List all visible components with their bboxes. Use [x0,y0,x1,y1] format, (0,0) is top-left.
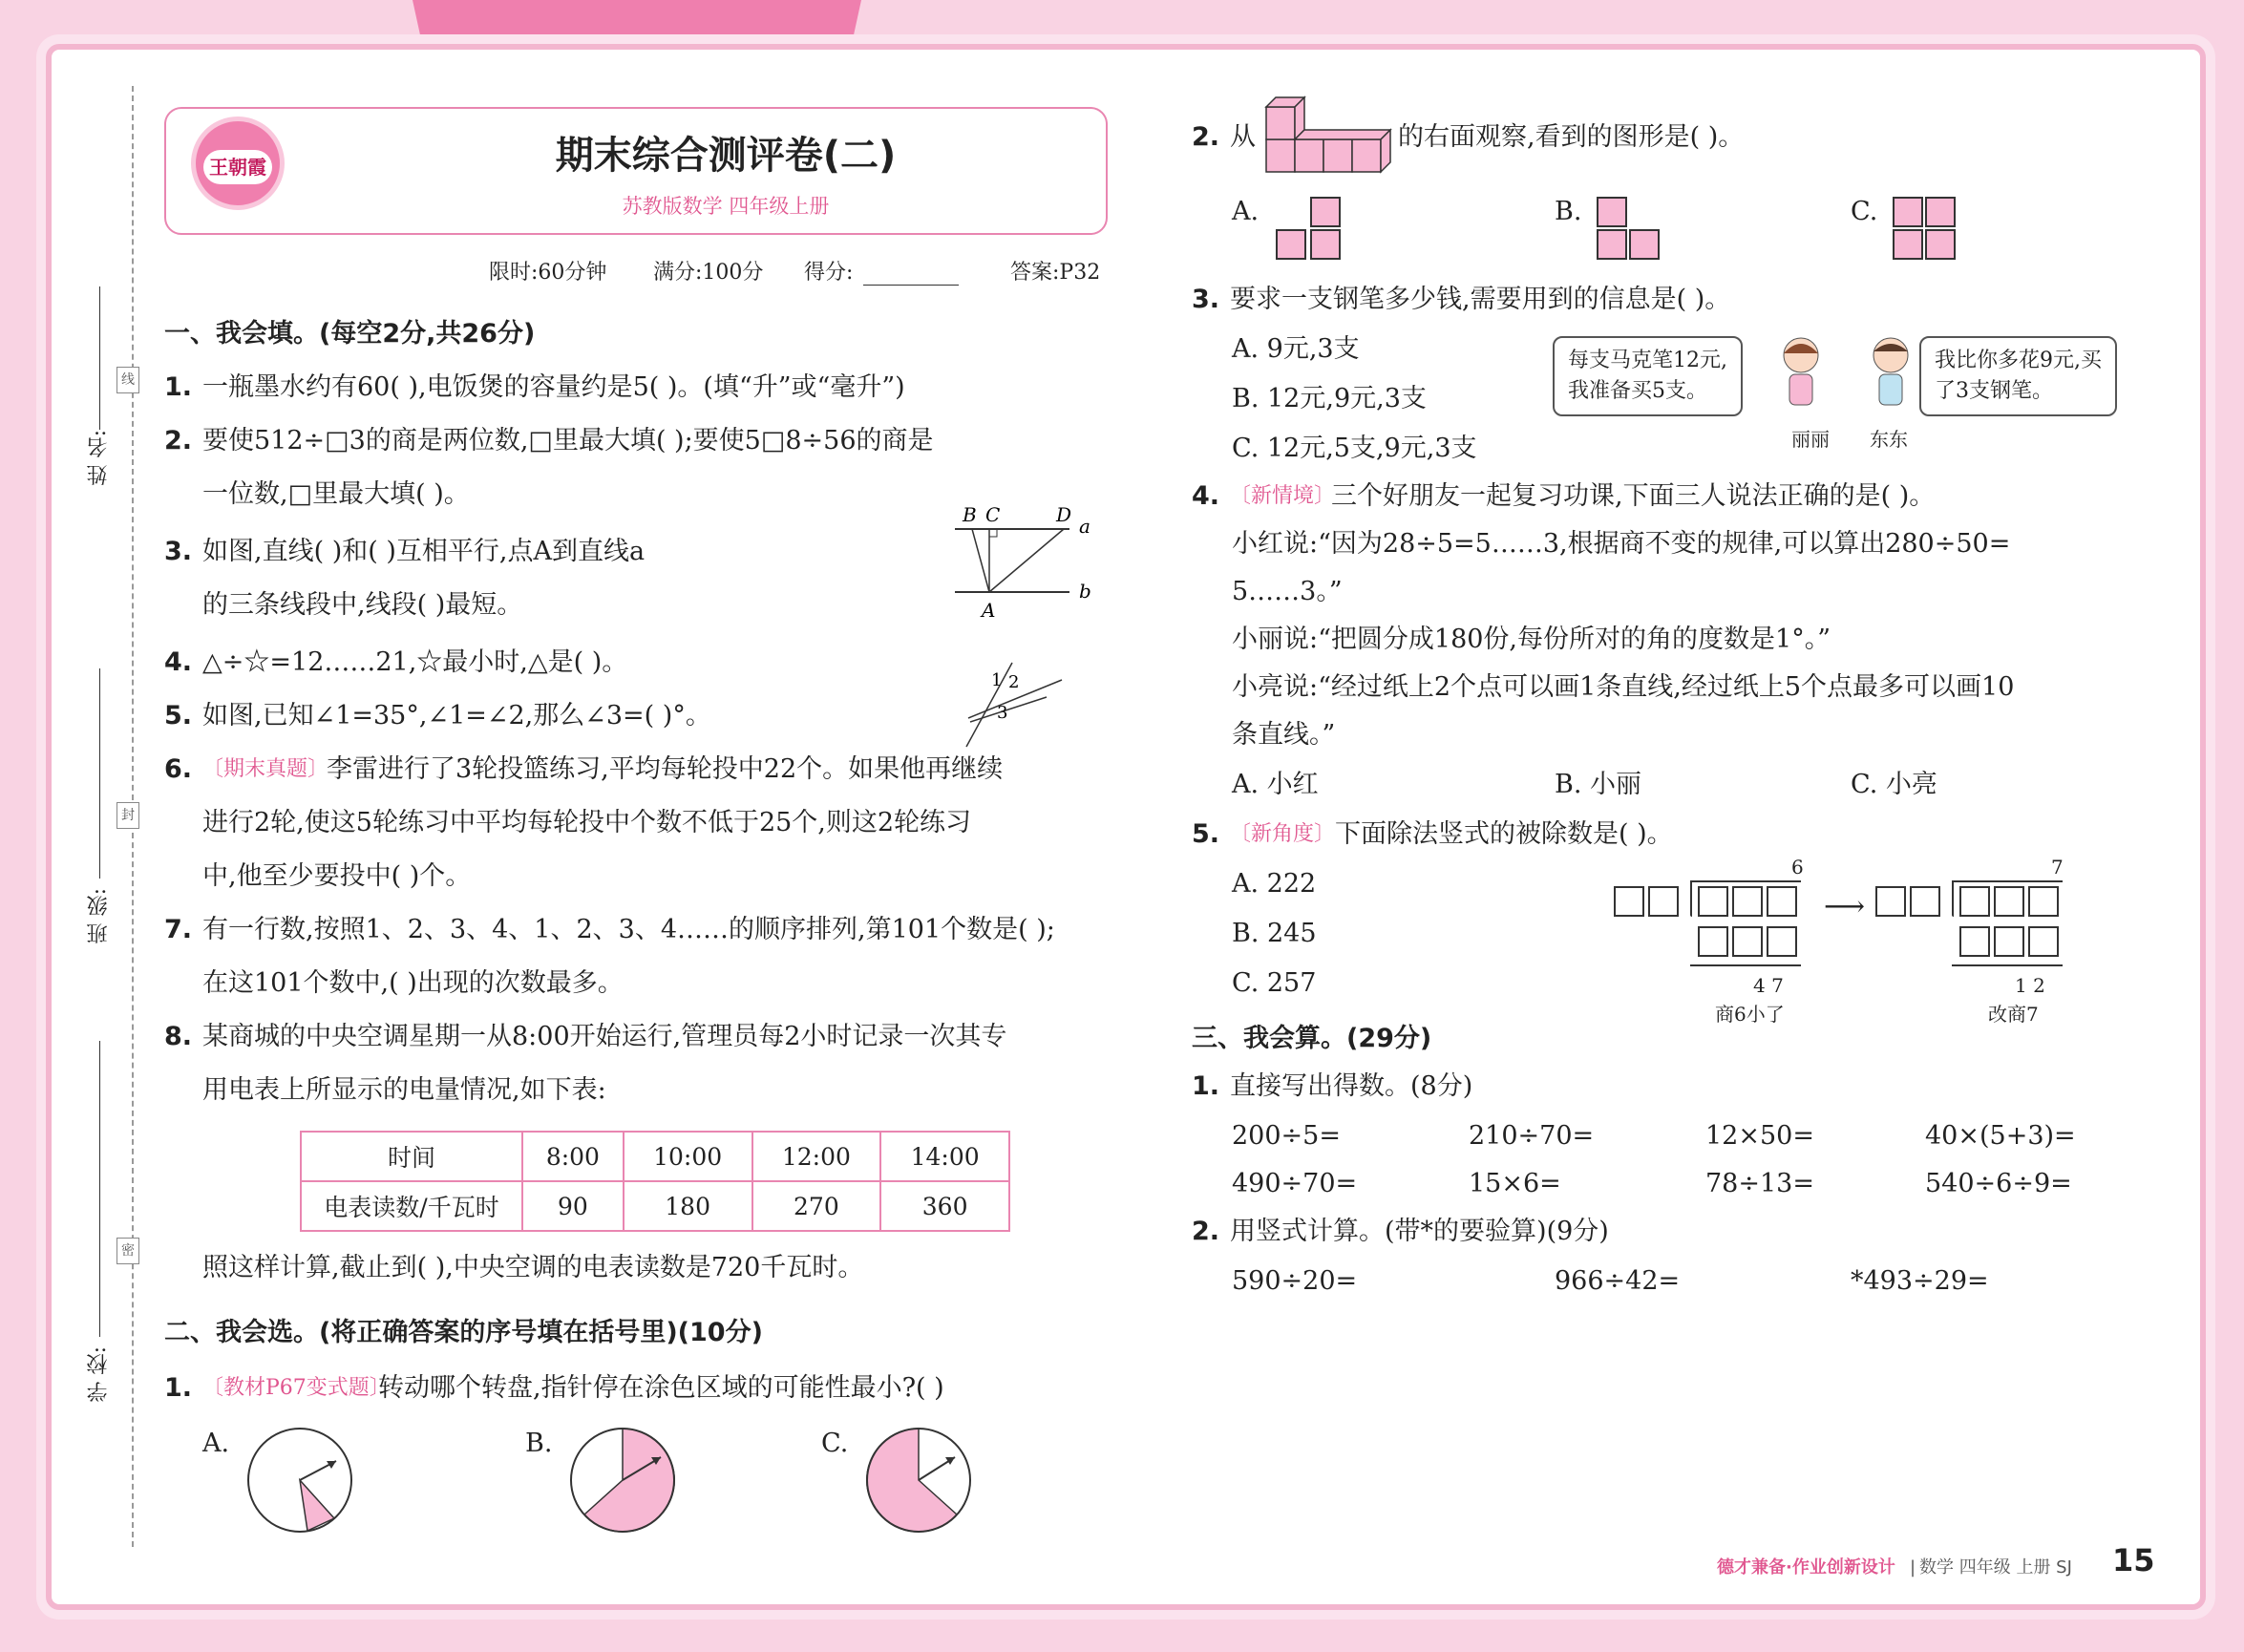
option-c: C. [1851,197,1878,226]
table-cell: 12:00 [752,1132,881,1181]
view-b-square [1597,197,1627,227]
question-1-7a: 有一行数,按照1、2、3、4、1、2、3、4……的顺序排列,第101个数是( ); [202,915,1055,944]
table-cell: 270 [752,1181,881,1231]
name-field[interactable] [99,286,100,430]
division-bar [1690,880,1801,882]
quotient: 7 [2051,856,2064,879]
q4-option-c: C. 小亮 [1851,770,1937,799]
digit-box [1698,926,1728,957]
table-cell: 电表读数/千瓦时 [301,1181,522,1231]
footer-info: 数学 四年级 上册 SJ [1919,1557,2072,1578]
meter-table [300,1131,1010,1232]
q-num: 4. [164,647,193,677]
boy-figure [1858,334,1925,420]
digit-box [1732,886,1763,917]
label-C: C [985,503,1001,526]
q-num: 1. [164,372,193,402]
question-1-3b: 的三条线段中,线段( )最短。 [202,590,523,620]
view-c-square [1893,197,1923,227]
calc-item: 490÷70= [1232,1169,1358,1198]
label-B: B [963,503,977,526]
view-b-square [1629,229,1660,260]
calc-item: 40×(5+3)= [1925,1121,2076,1151]
speech-bubble-lili [1553,336,1743,416]
table-row [301,1132,1009,1181]
question-1-2b: 一位数,□里最大填( )。 [202,479,470,509]
question-2-4: 三个好朋友一起复习功课,下面三人说法正确的是( )。 [1331,481,1936,511]
q5-option-a: A. 222 [1232,869,1317,899]
name-dongdong: 东东 [1870,428,1908,451]
q4-line: 小丽说:“把圆分成180份,每份所对的角的度数是1°。” [1232,625,1831,654]
question-1-8c: 照这样计算,截止到( ),中央空调的电表读数是720千瓦时。 [202,1253,864,1282]
vertical-calc-item: 590÷20= [1232,1266,1358,1296]
view-c-square [1925,229,1956,260]
q-num: 5. [164,701,193,731]
label-D: D [1056,503,1072,526]
full-score: 满分:100分 [653,261,764,285]
angle-figure [955,659,1069,754]
note: 改商7 [1988,1003,2039,1026]
quotient: 6 [1791,856,1804,879]
footer-series: 德才兼备·作业创新设计 [1717,1557,1895,1578]
q-num: 8. [164,1022,193,1051]
view-a-square [1310,197,1341,227]
digit-box [2028,926,2059,957]
q3-option-b: B. 12元,9元,3支 [1232,384,1427,413]
q-num: 3. [164,537,193,566]
option-c: C. [821,1429,849,1458]
question-1-8a: 某商城的中央空调星期一从8:00开始运行,管理员每2小时记录一次其专 [202,1022,1007,1051]
q3-option-a: A. 9元,3支 [1232,334,1360,364]
q-num: 1. [1192,1071,1220,1101]
digit-box [1648,886,1679,917]
answer-ref: 答案:P32 [1010,261,1101,285]
label-A: A [982,599,996,622]
question-2-2a: 从 [1230,122,1256,152]
label-a: a [1079,515,1090,538]
q-num: 2. [1192,1217,1220,1246]
question-2-3: 要求一支钢笔多少钱,需要用到的信息是( )。 [1230,285,1731,314]
calc-item: 15×6= [1469,1169,1561,1198]
q-num: 5. [1192,819,1220,849]
time-limit: 限时:60分钟 [489,261,607,285]
table-cell: 90 [522,1181,624,1231]
question-1-5: 如图,已知∠1=35°,∠1=∠2,那么∠3=( )°。 [202,701,711,731]
name-label: 姓 名: [87,430,111,486]
q6-tag: 〔期末真题〕 [202,757,329,781]
speech-bubble-dongdong [1919,336,2117,416]
option-b: B. [525,1429,553,1458]
digit-box [1875,886,1906,917]
q-num: 7. [164,915,193,944]
table-cell: 180 [624,1181,752,1231]
bubble-text: 我比你多花9元,买 [1935,349,2102,372]
score-label: 得分: [804,261,854,285]
remainder: 1 2 [2015,974,2045,997]
digit-box [1910,886,1940,917]
q5-option-b: B. 245 [1232,919,1317,948]
q2-4-tag: 〔新情境〕 [1230,484,1336,508]
calc-item: 12×50= [1705,1121,1814,1151]
question-1-6a: 李雷进行了3轮投篮练习,平均每轮投中22个。如果他再继续 [327,754,1004,784]
angle-2: 2 [1008,672,1020,692]
digit-box [1614,886,1644,917]
option-b: B. [1555,197,1582,226]
option-a: A. [1232,197,1260,226]
table-cell: 8:00 [522,1132,624,1181]
table-cell: 时间 [301,1132,522,1181]
q-num: 4. [1192,481,1220,511]
logo-text: 王朝霞 [203,150,272,184]
view-a-square [1310,229,1341,260]
note: 商6小了 [1715,1003,1785,1026]
division-figure-1 [1610,850,1820,1026]
digit-box [2028,886,2059,917]
spinner-c [861,1423,976,1537]
side-mark-seal: 封 [116,802,139,829]
question-1-1: 一瓶墨水约有60( ),电饭煲的容量约是5( )。(填“升”或“毫升”) [202,372,905,402]
division-line [1690,964,1801,966]
q5-option-c: C. 257 [1232,968,1317,998]
table-cell: 360 [880,1181,1009,1231]
question-1-6b: 进行2轮,使这5轮练习中平均每轮投中个数不低于25个,则这2轮练习 [202,808,972,837]
table-cell: 14:00 [880,1132,1009,1181]
question-1-4: △÷☆=12……21,☆最小时,△是( )。 [202,647,628,677]
question-2-2b: 的右面观察,看到的图形是( )。 [1398,122,1745,152]
side-mark-line: 线 [116,367,139,393]
q4-option-b: B. 小丽 [1555,770,1642,799]
school-field[interactable] [99,1041,100,1337]
side-mark-tie: 密 [116,1238,139,1264]
question-1-8b: 用电表上所显示的电量情况,如下表: [202,1075,606,1105]
question-3-1: 直接写出得数。(8分) [1230,1071,1473,1101]
angle-3: 3 [997,703,1008,723]
digit-box [1994,886,2024,917]
q4-line: 小红说:“因为28÷5=5……3,根据商不变的规律,可以算出280÷50= [1232,529,2011,559]
view-c-square [1893,229,1923,260]
spinner-b [565,1423,680,1537]
q3-option-c: C. 12元,5支,9元,3支 [1232,434,1477,463]
q2-5-tag: 〔新角度〕 [1230,822,1336,846]
calc-item: 540÷6÷9= [1925,1169,2072,1198]
name-lili: 丽丽 [1791,428,1830,451]
question-1-6c: 中,他至少要投中( )个。 [202,861,472,891]
page-subtitle: 苏教版数学 四年级上册 [622,195,830,218]
section2-title: 二、我会选。(将正确答案的序号填在括号里)(10分) [164,1318,763,1347]
view-c-square [1925,197,1956,227]
digit-box [1698,886,1728,917]
division-bar [1952,880,2063,882]
view-b-square [1597,229,1627,260]
remainder: 4 7 [1753,974,1784,997]
digit-box [1959,886,1990,917]
division-line [1952,964,2063,966]
digit-box [1994,926,2024,957]
page-title: 期末综合测评卷(二) [555,134,897,178]
view-a-square [1276,229,1306,260]
cube-solid-figure [1260,94,1394,180]
question-3-2: 用竖式计算。(带*的要验算)(9分) [1230,1217,1609,1246]
q4-line: 5……3。” [1232,577,1343,606]
question-1-7b: 在这101个数中,( )出现的次数最多。 [202,968,624,998]
section1-title: 一、我会填。(每空2分,共26分) [164,319,536,349]
angle-1: 1 [991,670,1003,690]
bubble-text: 了3支钢笔。 [1935,379,2053,403]
q-num: 3. [1192,285,1220,314]
girl-figure [1768,334,1835,420]
question-2-5: 下面除法竖式的被除数是( )。 [1335,819,1673,849]
calc-item: 200÷5= [1232,1121,1341,1151]
question-2-1: 转动哪个转盘,指针停在涂色区域的可能性最小?( ) [378,1373,944,1403]
vertical-calc-item: 966÷42= [1555,1266,1681,1296]
arrow-icon: ⟶ [1824,890,1866,923]
school-label: 学 校: [87,1346,111,1403]
q-num: 6. [164,754,193,784]
score-field[interactable] [863,285,959,286]
division-bracket [1690,880,1692,917]
calc-item: 210÷70= [1469,1121,1595,1151]
vertical-calc-item: *493÷29= [1851,1266,1989,1296]
bubble-text: 我准备买5支。 [1568,379,1707,403]
digit-box [1959,926,1990,957]
q2-1-tag: 〔教材P67变式题〕 [202,1376,391,1400]
footer-divider: | [1910,1557,1916,1578]
label-b: b [1079,580,1091,603]
table-row [301,1181,1009,1231]
class-label: 班 级: [87,888,111,944]
q4-option-a: A. 小红 [1232,770,1319,799]
spinner-a [243,1423,357,1537]
section3-title: 三、我会算。(29分) [1192,1024,1432,1053]
table-cell: 10:00 [624,1132,752,1181]
q-num: 2. [164,426,193,455]
division-bracket [1952,880,1954,917]
digit-box [1767,886,1797,917]
class-field[interactable] [99,668,100,879]
parallel-lines-figure [945,500,1108,625]
question-1-2a: 要使512÷□3的商是两位数,□里最大填( );要使5□8÷56的商是 [202,426,934,455]
page-number: 15 [2112,1542,2155,1578]
bubble-text: 每支马克笔12元, [1568,349,1727,372]
q-num: 1. [164,1373,193,1403]
calc-item: 78÷13= [1705,1169,1814,1198]
digit-box [1732,926,1763,957]
division-figure-2 [1872,850,2082,1026]
digit-box [1767,926,1797,957]
question-1-3a: 如图,直线( )和( )互相平行,点A到直线a [202,537,646,566]
q4-line: 条直线。” [1232,720,1336,750]
option-a: A. [202,1429,230,1458]
q-num: 2. [1192,122,1220,152]
q4-line: 小亮说:“经过纸上2个点可以画1条直线,经过纸上5个点最多可以画10 [1232,672,2015,702]
